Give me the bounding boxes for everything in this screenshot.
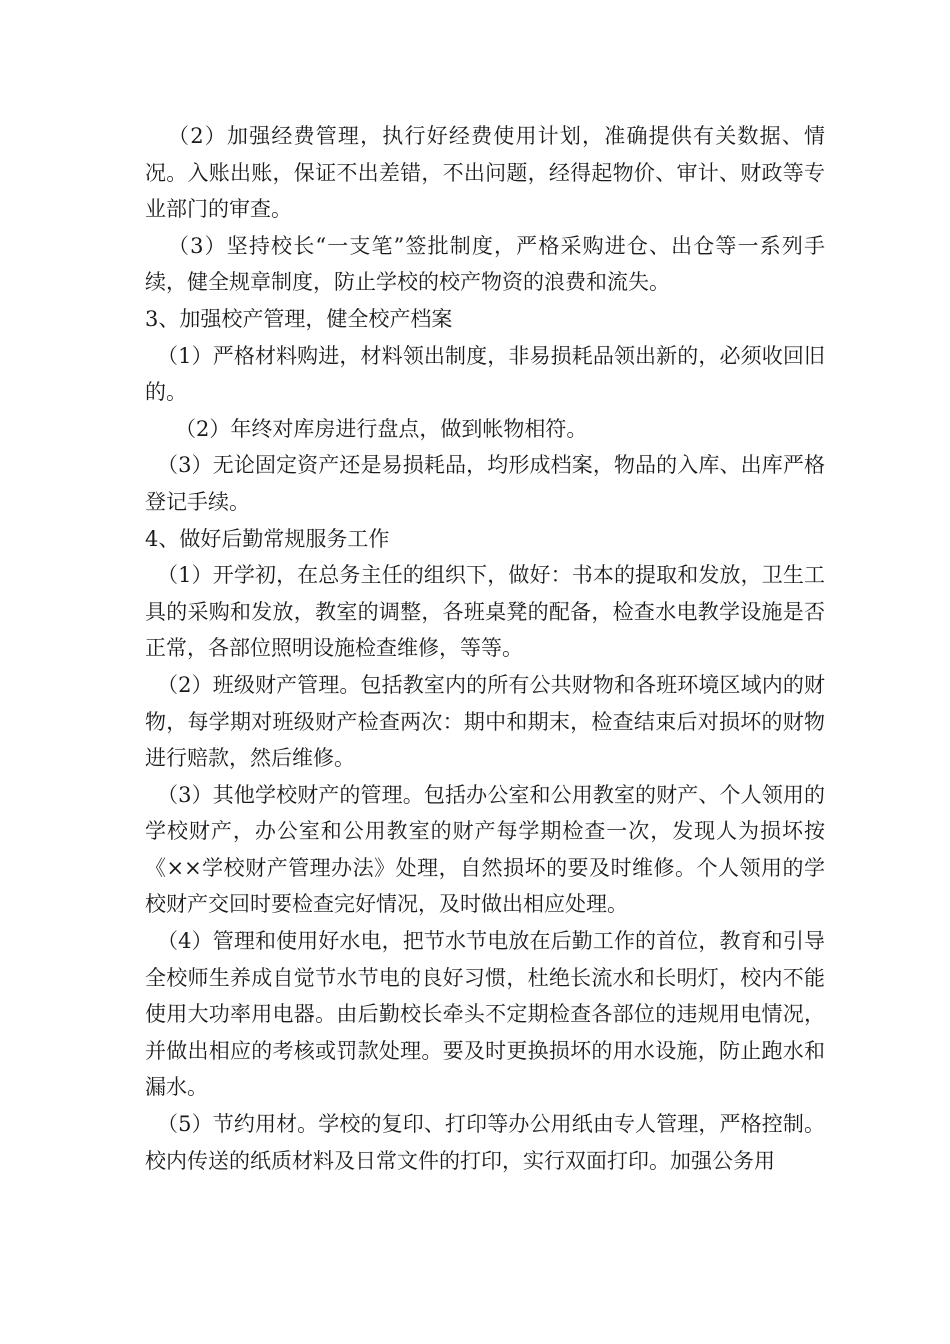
paragraph-asset-records: （3）无论固定资产还是易损耗品，均形成档案，物品的入库、出库严格登记手续。 [145, 453, 825, 514]
section-heading-routine-services: 4、做好后勤常规服务工作 [145, 526, 390, 551]
paragraph-save-materials: （5）节约用材。学校的复印、打印等办公用纸由专人管理，严格控制。校内传送的纸质材料及日常文件的打印，实行双面打印。加强公务用 [145, 1112, 825, 1173]
section-heading-asset-management: 3、加强校产管理，健全校产档案 [145, 306, 453, 331]
paragraph-principal-signoff: （3）坚持校长“一支笔”签批制度，严格采购进仓、出仓等一系列手续，健全规章制度，防止学校的校产物资的浪费和流失。 [145, 233, 825, 295]
paragraph-semester-start: （1）开学初，在总务主任的组织下，做好：书本的提取和发放，卫生工具的采购和发放，教室的调整，各班桌凳的配备，检查水电教学设施是否正常，各部位照明设施检查维修，等等。 [145, 563, 825, 661]
paragraph-other-property: （3）其他学校财产的管理。包括办公室和公用教室的财产、个人领用的学校财产，办公室和公用教室的财产每学期检查一次，发现人为损坏按《××学校财产管理办法》处理，自然损坏的要及时维修。个人领用的学校财产交回时要检查完好情况，及时做出相应处理。 [145, 782, 825, 917]
paragraph-material-purchase: （1）严格材料购进，材料领出制度，非易损耗品领出新的，必须收回旧的。 [145, 343, 825, 405]
paragraph-class-property: （2）班级财产管理。包括教室内的所有公共财物和各班环境区域内的财物，每学期对班级财产检查两次：期中和期末，检查结束后对损坏的财物进行赔款，然后维修。 [145, 672, 825, 771]
document-body [145, 118, 825, 1179]
paragraph-water-electricity: （4）管理和使用好水电，把节水节电放在后勤工作的首位，教育和引导全校师生养成自觉节水节电的良好习惯，杜绝长流水和长明灯，校内不能使用大功率用电器。由后勤校长牵头不定期检查各部位的违规用电情况，并做出相应的考核或罚款处理。要及时更换损坏的用水设施，防止跑水和漏水。 [145, 929, 825, 1100]
paragraph-funding-management: （2）加强经费管理，执行好经费使用计划，准确提供有关数据、情况。入账出账，保证不出差错，不出问题，经得起物价、审计、财政等专业部门的审查。 [145, 124, 825, 222]
paragraph-year-end-inventory: （2）年终对库房进行盘点，做到帐物相符。 [175, 416, 588, 441]
